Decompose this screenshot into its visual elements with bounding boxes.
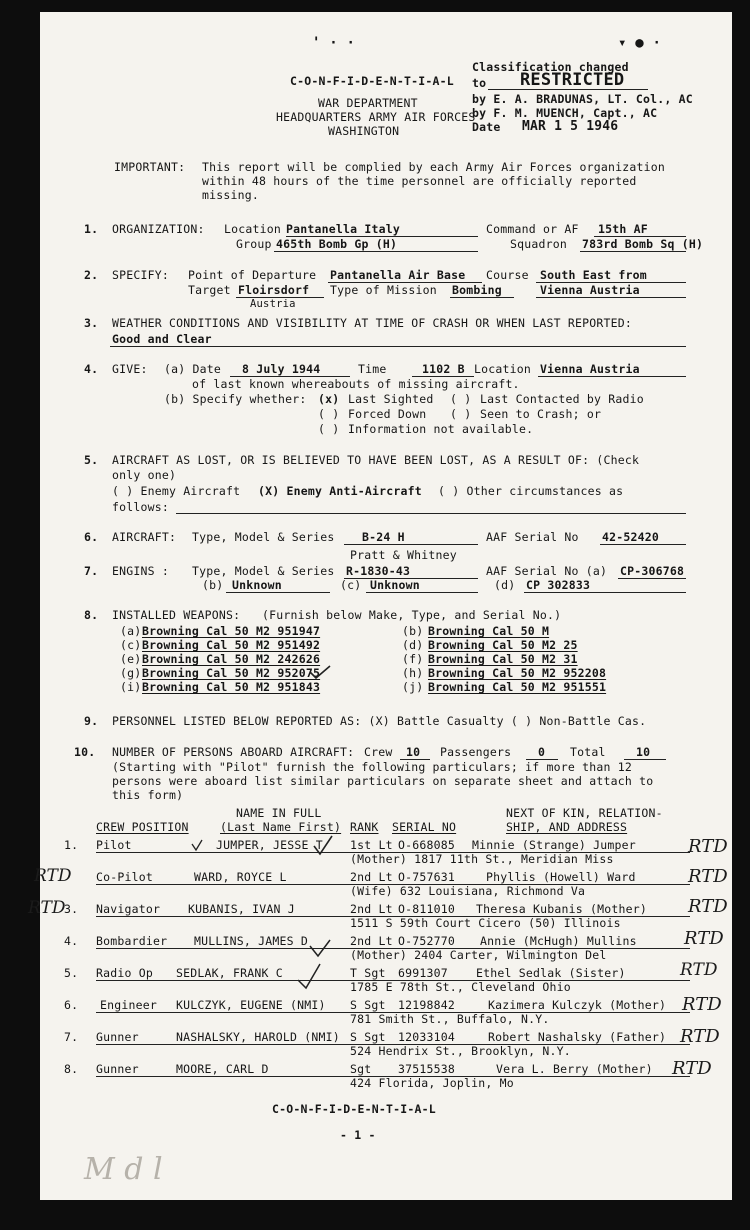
document-page [28,12,732,1200]
passengers-label: Passengers [440,745,512,759]
crew-name: KULCZYK, EUGENE (NMI) [176,998,326,1012]
sec4-num: 4. [84,362,99,376]
crew-position: Pilot [96,838,132,852]
squadron-value: 783rd Bomb Sq (H) [582,237,704,251]
opt-forced-down: Forced Down [348,407,427,421]
margin-scrawl: M d l [84,1152,163,1187]
weapon-value: Browning Cal 50 M2 951551 [428,680,607,694]
weapons-instructions: (Furnish below Make, Type, and Serial No.) [262,608,562,622]
course-value-2: Vienna Austria [540,283,640,297]
punch-marks-left: ' · · [312,35,356,51]
stamp-date: MAR 1 5 1946 [522,119,619,134]
weapon-key: (g) [120,666,142,680]
engines-label: ENGINS : [112,564,169,578]
sec7-num: 7. [84,564,99,578]
crew-rank: S Sgt [350,998,386,1012]
crew-rank: 2nd Lt [350,934,393,948]
important-line-3: missing. [202,188,259,202]
weapon-key: (i) [120,680,142,694]
next-of-kin-1: Robert Nashalsky (Father) [488,1030,667,1044]
rtd-mark-right: RTD [684,928,724,949]
target-label: Target [188,283,231,297]
weapon-value: Browning Cal 50 M2 951947 [142,624,321,638]
loss-opt-antiaircraft[interactable]: (X) Enemy Anti-Aircraft [258,484,422,498]
engine-serial-c: Unknown [370,578,420,592]
total-count: 10 [636,745,651,759]
next-of-kin-2: 1511 S 59th Court Cicero (50) Illinois [350,916,621,930]
weapon-value: Browning Cal 50 M2 952075 [142,666,321,680]
next-of-kin-2: (Mother) 2404 Carter, Wilmington Del [350,948,607,962]
weapon-value: Browning Cal 50 M2 242626 [142,652,321,666]
sec1-num: 1. [84,222,99,236]
dept-line-2: HEADQUARTERS ARMY AIR FORCES [276,110,476,124]
loss-line-1: AIRCRAFT AS LOST, OR IS BELIEVED TO HAVE BEEN LOST, AS A RESULT OF: (Check [112,453,640,467]
command-label: Command or AF [486,222,579,236]
weather-label: WEATHER CONDITIONS AND VISIBILITY AT TIME OF CRASH OR WHEN LAST REPORTED: [112,316,633,330]
give-label: GIVE: [112,362,148,376]
weapon-value: Browning Cal 50 M2 952208 [428,666,607,680]
group-label: Group [236,237,272,251]
loss-opt-aircraft[interactable]: ( ) Enemy Aircraft [112,484,241,498]
row-number: 4. [64,934,79,948]
weapon-value: Browning Cal 50 M2 25 [428,638,578,652]
crew-serial: 37515538 [398,1062,455,1076]
col-position-header: CREW POSITION [96,820,189,834]
give-line-2: of last known whereabouts of missing aircraft. [192,377,520,391]
sec2-label: SPECIFY: [112,268,169,282]
crew-label: Crew [364,745,393,759]
command-value: 15th AF [598,222,648,236]
total-label: Total [570,745,606,759]
passengers-count: 0 [538,745,546,759]
crew-count: 10 [406,745,421,759]
crew-rank: Sgt [350,1062,372,1076]
opt-seen-crash: Seen to Crash; or [480,407,602,421]
date-value: 8 July 1944 [242,362,321,376]
confidential-footer: C-O-N-F-I-D-E-N-T-I-A-L [272,1102,436,1116]
checkmark-icon [190,832,350,1092]
crew-serial: O-668085 [398,838,455,852]
engine-d-label: (d) [494,578,516,592]
weapon-value: Browning Cal 50 M2 951843 [142,680,321,694]
next-of-kin-2: 424 Florida, Joplin, Mo [350,1076,514,1090]
engine-c-label: (c) [340,578,362,592]
confidential-header: C-O-N-F-I-D-E-N-T-I-A-L [290,74,454,88]
engine-serial-b: Unknown [232,578,282,592]
rtd-mark-right: RTD [680,960,718,980]
next-of-kin-2: 781 Smith St., Buffalo, N.Y. [350,1012,550,1026]
weapon-value: Browning Cal 50 M2 31 [428,652,578,666]
time-value: 1102 B [422,362,465,376]
next-of-kin-2: 524 Hendrix St., Brooklyn, N.Y. [350,1044,571,1058]
crew-serial: 12033104 [398,1030,455,1044]
stamp-line-4: by F. M. MUENCH, Capt., AC [472,106,658,120]
sec8-num: 8. [84,608,99,622]
sec2-num: 2. [84,268,99,282]
next-of-kin-1: Phyllis (Howell) Ward [486,870,636,884]
crew-serial: O-811010 [398,902,455,916]
row-number: 1. [64,838,79,852]
target-value-2: Austria [250,298,296,310]
group-value: 465th Bomb Gp (H) [276,237,398,251]
opt-last-sighted: Last Sighted [348,392,434,406]
sec6-num: 6. [84,530,99,544]
row-number: 3. [64,902,79,916]
departure-value: Pantanella Air Base [330,268,466,282]
crew-name: NASHALSKY, HAROLD (NMI) [176,1030,340,1044]
next-of-kin-1: Ethel Sedlak (Sister) [476,966,626,980]
stamp-line-3: by E. A. BRADUNAS, LT. Col., AC [472,92,693,106]
crew-name: MOORE, CARL D [176,1062,269,1076]
weapon-key: (d) [402,638,424,652]
crew-name: JUMPER, JESSE T [216,838,323,852]
persons-line-3: persons were aboard list similar particulars on separate sheet and attach to [112,774,654,788]
engine-type-label: Type, Model & Series [192,564,335,578]
rtd-mark-right: RTD [688,836,728,857]
weapon-key: (c) [120,638,142,652]
engine-maker: Pratt & Whitney [350,548,457,562]
loss-opt-other[interactable]: ( ) Other circumstances as [438,484,624,498]
next-of-kin-1: Kazimera Kulczyk (Mother) [488,998,667,1012]
mission-type-label: Type of Mission [330,283,437,297]
next-of-kin-2: (Wife) 632 Louisiana, Richmond Va [350,884,586,898]
persons-line-4: this form) [112,788,184,802]
crew-position: Radio Op [96,966,153,980]
rtd-mark-right: RTD [688,896,728,917]
next-of-kin-1: Theresa Kubanis (Mother) [476,902,647,916]
weapons-label: INSTALLED WEAPONS: [112,608,241,622]
stamp-line-1: Classification changed [472,60,629,74]
weapon-key: (b) [402,624,424,638]
specify-whether-label: (b) Specify whether: [164,392,307,406]
aircraft-type-label: Type, Model & Series [192,530,335,544]
crew-name: MULLINS, JAMES D [194,934,308,948]
opt-no-info: Information not available. [348,422,534,436]
departure-label: Point of Departure [188,268,317,282]
course-value-1: South East from [540,268,647,282]
rtd-mark-left: RTD [28,898,66,918]
stamp-date-label: Date [472,120,501,134]
engine-model: R-1830-43 [346,564,411,578]
crew-rank: 2nd Lt [350,870,393,884]
dept-line-3: WASHINGTON [328,124,400,138]
weapon-key: (j) [402,680,424,694]
row-number: 7. [64,1030,79,1044]
weapon-key: (e) [120,652,142,666]
weapon-value: Browning Cal 50 M [428,624,550,638]
crew-rank: T Sgt [350,966,386,980]
persons-label: NUMBER OF PERSONS ABOARD AIRCRAFT: [112,745,355,759]
crew-serial: O-757631 [398,870,455,884]
engine-serial-a: CP-306768 [620,564,685,578]
next-of-kin-1: Annie (McHugh) Mullins [480,934,637,948]
stamp-to: to [472,76,487,90]
target-value: Floirsdorf [238,283,310,297]
aircraft-serial-value: 42-52420 [602,530,659,544]
col-serial-header: SERIAL NO [392,820,457,834]
dept-line-1: WAR DEPARTMENT [318,96,418,110]
location-4-label: Location [474,362,531,376]
loss-follows: follows: [112,500,169,514]
page-number: - 1 - [340,1128,376,1142]
rtd-mark-right: RTD [682,994,722,1015]
punch-marks-right: ▾ ● · [618,35,662,51]
opt-last-sighted-box[interactable]: (x) [318,392,340,406]
crew-rank: S Sgt [350,1030,386,1044]
engine-serial-d: CP 302833 [526,578,591,592]
sec9-num: 9. [84,714,99,728]
crew-name: KUBANIS, IVAN J [188,902,295,916]
crew-position: Engineer [100,998,157,1012]
weapon-key: (h) [402,666,424,680]
weapon-key: (a) [120,624,142,638]
next-of-kin-2: (Mother) 1817 11th St., Meridian Miss [350,852,614,866]
col-kin-header-1: NEXT OF KIN, RELATION- [506,806,663,820]
opt-forced-down-box[interactable]: ( ) [318,407,340,421]
crew-name: SEDLAK, FRANK C [176,966,283,980]
crew-position: Co-Pilot [96,870,153,884]
important-label: IMPORTANT: [114,160,186,174]
row-number: 6. [64,998,79,1012]
important-line-1: This report will be complied by each Army Air Forces organization [202,160,666,174]
persons-line-2: (Starting with "Pilot" furnish the following particulars; if more than 12 [112,760,633,774]
date-label: (a) Date [164,362,221,376]
sec5-num: 5. [84,453,99,467]
crew-position: Gunner [96,1062,139,1076]
location-label: Location [224,222,281,236]
mission-type-value: Bombing [452,283,502,297]
row-number: 5. [64,966,79,980]
location-value: Pantanella Italy [286,222,400,236]
crew-serial: O-752770 [398,934,455,948]
personnel-reported: PERSONNEL LISTED BELOW REPORTED AS: (X) Battle Casualty ( ) Non-Battle Cas. [112,714,647,728]
next-of-kin-1: Vera L. Berry (Mother) [496,1062,653,1076]
squadron-label: Squadron [510,237,567,251]
aircraft-label: AIRCRAFT: [112,530,177,544]
checkmark-icon [308,664,332,680]
sec10-num: 10. [74,745,96,759]
crew-position: Gunner [96,1030,139,1044]
col-name-header-2: (Last Name First) [220,820,342,834]
loss-line-2: only one) [112,468,177,482]
opt-seen-crash-box[interactable]: ( ) [450,407,472,421]
rtd-mark-right: RTD [672,1058,712,1079]
crew-position: Navigator [96,902,161,916]
weapon-key: (f) [402,652,424,666]
rtd-mark-left: RTD [34,866,72,886]
time-label: Time [358,362,387,376]
next-of-kin-1: Minnie (Strange) Jumper [472,838,636,852]
crew-rank: 1st Lt [350,838,393,852]
next-of-kin-2: 1785 E 78th St., Cleveland Ohio [350,980,571,994]
crew-serial: 6991307 [398,966,448,980]
row-number: 8. [64,1062,79,1076]
rtd-mark-right: RTD [680,1026,720,1047]
sec3-num: 3. [84,316,99,330]
important-line-2: within 48 hours of the time personnel are officially reported [202,174,637,188]
engine-b-label: (b) [202,578,224,592]
crew-name: WARD, ROYCE L [194,870,287,884]
opt-radio-box[interactable]: ( ) [450,392,472,406]
weapon-value: Browning Cal 50 M2 951492 [142,638,321,652]
rtd-mark-right: RTD [688,866,728,887]
col-kin-header-2: SHIP, AND ADDRESS [506,820,628,834]
weather-value: Good and Clear [112,332,212,346]
crew-position: Bombardier [96,934,168,948]
opt-no-info-box[interactable]: ( ) [318,422,340,436]
location-4-value: Vienna Austria [540,362,640,376]
col-rank-header: RANK [350,820,379,834]
stamp-restricted: RESTRICTED [520,70,625,90]
col-name-header: NAME IN FULL [236,806,322,820]
aircraft-type-value: B-24 H [362,530,405,544]
engine-serial-label: AAF Serial No (a) [486,564,608,578]
sec1-label: ORGANIZATION: [112,222,205,236]
aircraft-serial-label: AAF Serial No [486,530,579,544]
course-label: Course [486,268,529,282]
crew-serial: 12198842 [398,998,455,1012]
opt-radio: Last Contacted by Radio [480,392,644,406]
crew-rank: 2nd Lt [350,902,393,916]
